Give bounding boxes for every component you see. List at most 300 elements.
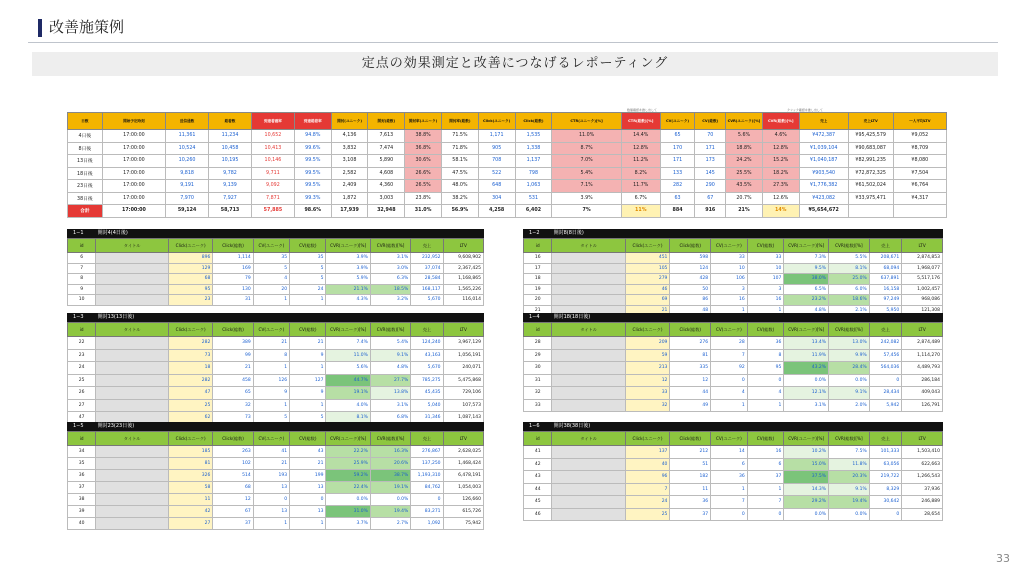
- summary-header-cell: 開封率(総数): [442, 113, 479, 130]
- summary-cell: 531: [515, 192, 552, 205]
- detail-cell: 73: [213, 412, 253, 425]
- summary-header-cell: 日数: [68, 113, 103, 130]
- detail-header-cell: CV(総数): [290, 239, 326, 253]
- detail-cell: 3.9%: [326, 263, 370, 274]
- detail-cell: 5,950: [869, 305, 902, 316]
- detail-cell: 40: [625, 458, 670, 471]
- summary-cell: ¥33,975,471: [848, 192, 893, 205]
- detail-row: [524, 399, 943, 412]
- detail-cell: 18: [524, 274, 552, 285]
- detail-cell: 514: [213, 470, 253, 482]
- detail-cell: 38.0%: [784, 274, 829, 285]
- detail-cell: 46: [625, 284, 670, 295]
- summary-cell: 10,195: [209, 155, 252, 168]
- detail-cell: 615,726: [443, 506, 483, 518]
- detail-cell: 2,874,853: [902, 253, 943, 264]
- summary-cell: 4.6%: [762, 130, 799, 143]
- detail-row: [68, 362, 484, 375]
- detail-cell: 6: [711, 458, 748, 471]
- detail-cell: 25.0%: [829, 274, 870, 285]
- detail-name: 開封13(13日後): [97, 314, 135, 320]
- detail-cell: 5: [253, 412, 289, 425]
- detail-cell: 4.8%: [784, 305, 829, 316]
- detail-row: [68, 337, 484, 350]
- detail-cell: 276: [670, 337, 711, 350]
- summary-header-cell: CVR(ユニーク)[%]: [726, 113, 763, 130]
- detail-cell: 193: [253, 470, 289, 482]
- detail-cell: 37: [213, 518, 253, 530]
- detail-cell: 137: [625, 446, 670, 459]
- detail-cell: 428: [670, 274, 711, 285]
- detail-header-cell: Click(ユニーク): [168, 323, 212, 337]
- summary-cell: 708: [478, 155, 515, 168]
- detail-cell: 3.2%: [370, 295, 410, 306]
- detail-cell: 106: [711, 274, 748, 285]
- detail-cell: 169: [213, 263, 253, 274]
- detail-row: [68, 349, 484, 362]
- detail-row: [68, 470, 484, 482]
- detail-cell: 0.0%: [326, 494, 370, 506]
- detail-cell: 232,952: [411, 253, 443, 264]
- detail-cell: 2,628,025: [443, 446, 483, 458]
- detail-code: 1−1: [73, 230, 84, 236]
- detail-cell: 44: [524, 483, 552, 496]
- detail-header-cell: Click(総数): [213, 432, 253, 446]
- detail-cell: [96, 295, 169, 306]
- detail-cell: 968,086: [902, 295, 943, 306]
- detail-cell: 5,040: [411, 399, 443, 412]
- detail-table-3: [67, 313, 484, 425]
- summary-row: [68, 180, 947, 193]
- summary-cell: ¥9,052: [893, 130, 946, 143]
- detail-cell: 31,346: [411, 412, 443, 425]
- detail-cell: [96, 274, 169, 285]
- detail-row: [68, 494, 484, 506]
- detail-cell: 3.7%: [326, 518, 370, 530]
- detail-cell: [552, 253, 625, 264]
- detail-row: [524, 374, 943, 387]
- detail-cell: 107: [747, 274, 784, 285]
- summary-header-cell: 総着数: [209, 113, 252, 130]
- detail-cell: 68: [213, 482, 253, 494]
- detail-cell: 19.1%: [370, 482, 410, 494]
- detail-cell: [552, 295, 625, 306]
- detail-cell: [552, 458, 625, 471]
- detail-cell: 29: [524, 349, 552, 362]
- summary-cell: 13日後: [68, 155, 103, 168]
- summary-cell: ¥1,776,382: [799, 180, 848, 193]
- summary-header-cell: 到達総着率: [294, 113, 331, 130]
- detail-cell: 37: [670, 508, 711, 521]
- detail-cell: [96, 253, 169, 264]
- detail-header-cell: id: [68, 432, 96, 446]
- detail-header-cell: Click(ユニーク): [625, 239, 670, 253]
- detail-cell: 7: [625, 483, 670, 496]
- summary-cell: 18.8%: [726, 142, 763, 155]
- summary-total-cell: 56.9%: [442, 205, 479, 218]
- summary-header-cell: CTR(総数)[%]: [621, 113, 660, 130]
- summary-cell: ¥7,504: [893, 167, 946, 180]
- detail-row: [524, 362, 943, 375]
- detail-cell: 598: [670, 253, 711, 264]
- detail-cell: 240,071: [443, 362, 483, 375]
- summary-cell: 70: [695, 130, 726, 143]
- summary-total-cell: 32,948: [368, 205, 405, 218]
- detail-cell: 9.9%: [829, 349, 870, 362]
- detail-header-cell: CV(総数): [747, 323, 784, 337]
- summary-total-cell: 14%: [762, 205, 799, 218]
- detail-cell: 58: [168, 482, 212, 494]
- detail-cell: 0: [869, 374, 902, 387]
- detail-cell: 286,184: [902, 374, 943, 387]
- detail-cell: 13.8%: [370, 387, 410, 400]
- detail-cell: 86: [670, 295, 711, 306]
- detail-cell: [96, 374, 169, 387]
- summary-cell: 1,338: [515, 142, 552, 155]
- summary-cell: 30.6%: [405, 155, 442, 168]
- summary-cell: 3,108: [331, 155, 368, 168]
- summary-cell: 2,409: [331, 180, 368, 193]
- summary-cell: 905: [478, 142, 515, 155]
- detail-row: [524, 471, 943, 484]
- detail-cell: 43.2%: [784, 362, 829, 375]
- detail-cell: 8,329: [869, 483, 902, 496]
- detail-cell: 28,654: [902, 508, 943, 521]
- detail-header-cell: Click(総数): [670, 239, 711, 253]
- detail-cell: 0.0%: [370, 494, 410, 506]
- detail-cell: [552, 362, 625, 375]
- detail-cell: 282: [168, 337, 212, 350]
- summary-cell: ¥1,040,187: [799, 155, 848, 168]
- detail-caption: [523, 313, 943, 322]
- detail-header-cell: タイトル: [552, 432, 625, 446]
- detail-cell: 1,087,143: [443, 412, 483, 425]
- subtitle-banner: 定点の効果測定と改善につなげるレポーティング: [32, 52, 998, 76]
- summary-cell: 11.7%: [621, 180, 660, 193]
- summary-cell: 4,608: [368, 167, 405, 180]
- detail-cell: 1: [747, 399, 784, 412]
- summary-header-cell: CTR(ユニーク)[%]: [552, 113, 622, 130]
- detail-cell: 39: [68, 506, 96, 518]
- summary-cell: 99.5%: [294, 155, 331, 168]
- summary-total-cell: 884: [660, 205, 695, 218]
- detail-cell: 6,478,191: [443, 470, 483, 482]
- summary-cell: 12.8%: [762, 142, 799, 155]
- summary-cell: 7,474: [368, 142, 405, 155]
- detail-cell: 1,266,543: [902, 471, 943, 484]
- detail-row: [524, 496, 943, 509]
- detail-cell: 1,054,003: [443, 482, 483, 494]
- detail-cell: 14.3%: [784, 483, 829, 496]
- summary-total-cell: 58,713: [209, 205, 252, 218]
- detail-header-cell: id: [524, 432, 552, 446]
- detail-name: 開封18(18日後): [553, 314, 591, 320]
- detail-cell: 14: [711, 446, 748, 459]
- detail-cell: [96, 362, 169, 375]
- detail-cell: [552, 337, 625, 350]
- summary-cell: ¥8,080: [893, 155, 946, 168]
- detail-cell: 1: [711, 399, 748, 412]
- detail-cell: 1,168,865: [443, 274, 483, 285]
- detail-cell: 47: [168, 387, 212, 400]
- detail-cell: 22: [68, 337, 96, 350]
- summary-cell: 2,582: [331, 167, 368, 180]
- detail-cell: 11.0%: [326, 349, 370, 362]
- detail-cell: 1: [711, 305, 748, 316]
- detail-cell: 12: [625, 374, 670, 387]
- detail-row: [524, 458, 943, 471]
- summary-cell: 7,927: [209, 192, 252, 205]
- detail-cell: [552, 483, 625, 496]
- summary-total-cell: 7%: [552, 205, 622, 218]
- summary-total-cell: 6,402: [515, 205, 552, 218]
- summary-cell: 5.4%: [552, 167, 622, 180]
- summary-cell: ¥4,317: [893, 192, 946, 205]
- detail-cell: 0: [253, 494, 289, 506]
- detail-cell: [96, 337, 169, 350]
- detail-cell: 130: [213, 284, 253, 295]
- header-divider: [28, 42, 998, 43]
- detail-cell: 2.0%: [829, 399, 870, 412]
- detail-header-cell: 売上: [869, 239, 902, 253]
- detail-cell: 43,163: [411, 349, 443, 362]
- detail-cell: 3: [747, 284, 784, 295]
- summary-cell: 38.8%: [405, 130, 442, 143]
- detail-cell: 21: [524, 305, 552, 316]
- detail-row: [524, 284, 943, 295]
- detail-header-cell: CVR(総数)[%]: [370, 323, 410, 337]
- detail-cell: 21: [290, 458, 326, 470]
- detail-header-cell: CVR(ユニーク)[%]: [784, 432, 829, 446]
- detail-cell: 21: [213, 362, 253, 375]
- detail-code: 1−4: [529, 314, 540, 320]
- detail-row: [68, 482, 484, 494]
- summary-cell: 648: [478, 180, 515, 193]
- detail-cell: 33: [711, 253, 748, 264]
- summary-row: [68, 155, 947, 168]
- detail-header-cell: CVR(総数)[%]: [370, 239, 410, 253]
- detail-cell: 13: [290, 482, 326, 494]
- detail-cell: 4: [711, 387, 748, 400]
- summary-table: [67, 108, 947, 218]
- detail-cell: 1: [290, 399, 326, 412]
- detail-cell: 28: [524, 337, 552, 350]
- detail-cell: 47: [68, 412, 96, 425]
- detail-cell: 127: [290, 374, 326, 387]
- detail-cell: 13: [253, 506, 289, 518]
- detail-cell: [552, 284, 625, 295]
- detail-cell: 27: [68, 399, 96, 412]
- summary-cell: 282: [660, 180, 695, 193]
- detail-cell: 10: [747, 263, 784, 274]
- detail-cell: 3.1%: [370, 253, 410, 264]
- detail-code: 1−3: [73, 314, 84, 320]
- detail-cell: 137,250: [411, 458, 443, 470]
- detail-cell: 0: [290, 494, 326, 506]
- summary-cell: 17:00:00: [102, 180, 165, 193]
- detail-cell: [552, 274, 625, 285]
- detail-cell: 5.9%: [326, 274, 370, 285]
- detail-cell: 4,489,793: [902, 362, 943, 375]
- detail-cell: 246,889: [902, 496, 943, 509]
- summary-cell: 3.9%: [552, 192, 622, 205]
- detail-header-cell: 売上: [869, 323, 902, 337]
- detail-cell: 2,367,425: [443, 263, 483, 274]
- detail-table-2: [523, 229, 943, 316]
- detail-cell: 10: [711, 263, 748, 274]
- detail-cell: 15.0%: [784, 458, 829, 471]
- detail-cell: 16,158: [869, 284, 902, 295]
- summary-total-cell: 21%: [726, 205, 763, 218]
- summary-cell: ¥6,764: [893, 180, 946, 193]
- summary-total-cell: 98.6%: [294, 205, 331, 218]
- detail-cell: 199: [290, 470, 326, 482]
- detail-cell: 22.4%: [326, 482, 370, 494]
- detail-cell: [96, 506, 169, 518]
- detail-cell: 73: [168, 349, 212, 362]
- detail-cell: 451: [625, 253, 670, 264]
- detail-cell: 68: [168, 274, 212, 285]
- detail-cell: 0: [411, 494, 443, 506]
- detail-cell: 18.6%: [829, 295, 870, 306]
- detail-cell: 4: [747, 387, 784, 400]
- summary-cell: 10,458: [209, 142, 252, 155]
- detail-cell: 4.0%: [326, 399, 370, 412]
- detail-cell: 96: [625, 471, 670, 484]
- detail-cell: 25.9%: [326, 458, 370, 470]
- summary-cell: 173: [695, 155, 726, 168]
- summary-cell: 9,818: [166, 167, 209, 180]
- detail-cell: 3,967,129: [443, 337, 483, 350]
- detail-cell: 6: [68, 253, 96, 264]
- detail-cell: 92: [711, 362, 748, 375]
- detail-cell: 31: [213, 295, 253, 306]
- detail-cell: 20.3%: [829, 471, 870, 484]
- detail-cell: 48: [670, 305, 711, 316]
- detail-cell: 79: [213, 274, 253, 285]
- detail-cell: 8: [253, 349, 289, 362]
- detail-cell: [552, 399, 625, 412]
- detail-cell: 458: [213, 374, 253, 387]
- detail-cell: 30: [524, 362, 552, 375]
- detail-cell: 785,275: [411, 374, 443, 387]
- detail-cell: 107,573: [443, 399, 483, 412]
- summary-cell: 8.2%: [621, 167, 660, 180]
- detail-cell: 0: [711, 374, 748, 387]
- detail-cell: 16: [747, 295, 784, 306]
- detail-row: [524, 349, 943, 362]
- summary-total-cell: 合計: [68, 205, 103, 218]
- summary-cell: 27.3%: [762, 180, 799, 193]
- detail-cell: 7: [747, 496, 784, 509]
- detail-cell: 5,670: [411, 295, 443, 306]
- summary-cell: 23日後: [68, 180, 103, 193]
- summary-cell: 47.5%: [442, 167, 479, 180]
- detail-cell: 124: [670, 263, 711, 274]
- detail-header-cell: CV(ユニーク): [711, 432, 748, 446]
- summary-cell: 36.8%: [405, 142, 442, 155]
- detail-table-4: [523, 313, 943, 412]
- summary-cell: ¥423,082: [799, 192, 848, 205]
- detail-header-cell: CV(ユニーク): [253, 432, 289, 446]
- summary-cell: 43.5%: [726, 180, 763, 193]
- detail-cell: 13: [253, 482, 289, 494]
- detail-header-cell: Click(総数): [670, 432, 711, 446]
- detail-cell: [552, 374, 625, 387]
- summary-cell: 11.0%: [552, 130, 622, 143]
- detail-row: [524, 295, 943, 306]
- detail-header-cell: CVR(総数)[%]: [829, 432, 870, 446]
- detail-cell: 1,002,457: [902, 284, 943, 295]
- detail-cell: 29.2%: [784, 496, 829, 509]
- detail-cell: 1: [290, 362, 326, 375]
- detail-cell: 729,106: [443, 387, 483, 400]
- summary-cell: 8.7%: [552, 142, 622, 155]
- detail-cell: 208,671: [869, 253, 902, 264]
- detail-cell: 5.5%: [829, 253, 870, 264]
- detail-name: 開封23(23日後): [97, 423, 135, 429]
- detail-cell: 81: [670, 349, 711, 362]
- detail-header-cell: CV(総数): [747, 432, 784, 446]
- detail-cell: 8: [747, 349, 784, 362]
- detail-cell: 1,468,424: [443, 458, 483, 470]
- summary-cell: ¥61,502,024: [848, 180, 893, 193]
- detail-cell: 35: [68, 458, 96, 470]
- detail-cell: 11: [168, 494, 212, 506]
- detail-cell: 212: [670, 446, 711, 459]
- detail-row: [524, 263, 943, 274]
- detail-row: [68, 458, 484, 470]
- detail-header-cell: CV(総数): [290, 432, 326, 446]
- detail-header-cell: タイトル: [552, 323, 625, 337]
- detail-cell: [96, 458, 169, 470]
- detail-cell: 35: [253, 253, 289, 264]
- summary-cell: 170: [660, 142, 695, 155]
- summary-cell: ¥90,683,087: [848, 142, 893, 155]
- detail-cell: 19: [524, 284, 552, 295]
- detail-cell: 101,333: [869, 446, 902, 459]
- summary-cell: 10,652: [251, 130, 294, 143]
- detail-code: 1−5: [73, 423, 84, 429]
- detail-cell: 1: [253, 399, 289, 412]
- detail-header-cell: LTV: [443, 323, 483, 337]
- summary-cell: 26.6%: [405, 167, 442, 180]
- summary-header-cell: Click(総数): [515, 113, 552, 130]
- summary-cell: 7,613: [368, 130, 405, 143]
- summary-cell: ¥472,387: [799, 130, 848, 143]
- detail-cell: 20.6%: [370, 458, 410, 470]
- summary-header-cell: CVR(総数)[%]: [762, 113, 799, 130]
- detail-cell: 9: [290, 349, 326, 362]
- summary-cell: 1,137: [515, 155, 552, 168]
- detail-cell: 0: [869, 508, 902, 521]
- detail-cell: 17: [524, 263, 552, 274]
- summary-cell: 12.8%: [621, 142, 660, 155]
- detail-cell: [96, 470, 169, 482]
- detail-cell: 23.2%: [784, 295, 829, 306]
- summary-cell: 7.0%: [552, 155, 622, 168]
- detail-cell: 0.0%: [784, 374, 829, 387]
- summary-cell: 9,191: [166, 180, 209, 193]
- detail-cell: 11: [670, 483, 711, 496]
- detail-name: 開封4(4日後): [97, 230, 128, 236]
- detail-cell: [552, 349, 625, 362]
- summary-cell: 1,063: [515, 180, 552, 193]
- detail-table-6: [523, 422, 943, 521]
- detail-cell: 41: [524, 446, 552, 459]
- detail-caption: [67, 313, 484, 322]
- summary-cell: 798: [515, 167, 552, 180]
